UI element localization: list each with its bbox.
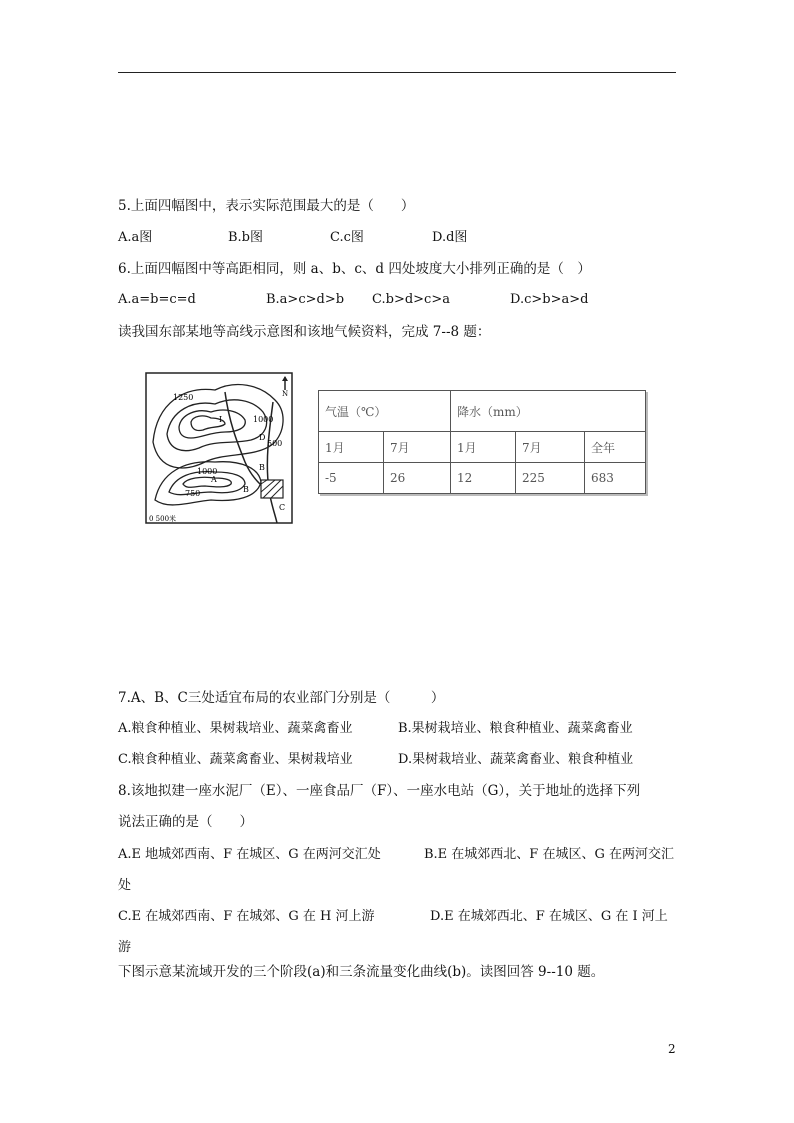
- climate-value-cell: 683: [585, 463, 646, 494]
- climate-value-row: [319, 463, 646, 494]
- north-label: N: [281, 390, 289, 398]
- map-label-b-1: B: [243, 485, 249, 494]
- climate-head-precip: 降水（mm）: [451, 391, 646, 432]
- climate-sub-row: [319, 432, 646, 463]
- q5-option-b: B.b图: [228, 230, 264, 245]
- climate-value-cell: 225: [516, 463, 585, 494]
- q8-option-d-line1: D.E 在城郊西北、F 在城区、G 在 I 河上: [430, 909, 668, 924]
- q8-stem-line1: 8.该地拟建一座水泥厂（E）、一座食品厂（F）、一座水电站（G），关于地址的选择下列: [118, 783, 641, 799]
- climate-sub-cell: 全年: [585, 432, 646, 463]
- q5-option-d: D.d图: [432, 230, 468, 245]
- q7-option-a: A.粮食种植业、果树栽培业、蔬菜禽畜业: [118, 721, 353, 736]
- climate-sub-cell: 1月: [451, 432, 516, 463]
- map-label-b-2: B: [259, 463, 265, 472]
- contour-map: [145, 372, 293, 524]
- q7-stem: 7.A、B、C三处适宜布局的农业部门分别是（ ）: [118, 690, 445, 706]
- intro-7-8: 读我国东部某地等高线示意图和该地气候资料，完成 7--8 题：: [118, 324, 491, 340]
- climate-table: [318, 390, 646, 494]
- q8-option-a: A.E 地城郊西南、F 在城区、G 在两河交汇处: [118, 847, 381, 862]
- map-label-500: 500: [267, 439, 283, 448]
- map-label-d: D: [259, 433, 266, 442]
- map-label-a: A: [211, 475, 217, 484]
- q8-option-d-line2: 游: [118, 940, 132, 955]
- climate-sub-cell: 7月: [516, 432, 585, 463]
- q5-option-c: C.c图: [330, 230, 364, 245]
- q5-option-a: A.a图: [118, 230, 153, 245]
- q6-option-b: B.a>c>d>b: [266, 292, 345, 307]
- map-label-1000-b: 1000: [197, 467, 218, 476]
- climate-sub-cell: 1月: [319, 432, 384, 463]
- q8-option-c: C.E 在城郊西南、F 在城郊、G 在 H 河上游: [118, 909, 375, 924]
- q7-option-c: C.粮食种植业、蔬菜禽畜业、果树栽培业: [118, 752, 353, 767]
- map-label-i: I: [219, 415, 223, 424]
- climate-value-cell: -5: [319, 463, 384, 494]
- map-label-1000-a: 1000: [253, 415, 274, 424]
- map-label-750: 750: [185, 489, 201, 498]
- intro-9-10: 下图示意某流域开发的三个阶段(a)和三条流量变化曲线(b)。读图回答 9--10 题。: [118, 964, 605, 980]
- q8-option-b-line1: B.E 在城郊西北、F 在城区、G 在两河交汇: [424, 847, 674, 862]
- climate-head-temp: 气温（℃）: [319, 391, 451, 432]
- climate-value-cell: 12: [451, 463, 516, 494]
- q6-option-d: D.c>b>a>d: [510, 292, 589, 307]
- q7-option-d: D.果树栽培业、蔬菜禽畜业、粮食种植业: [398, 752, 634, 767]
- climate-value-cell: 26: [384, 463, 451, 494]
- header-rule: [118, 72, 676, 73]
- q7-option-b: B.果树栽培业、粮食种植业、蔬菜禽畜业: [398, 721, 633, 736]
- q6-option-c: C.b>d>c>a: [372, 292, 450, 307]
- map-label-c: C: [279, 503, 286, 512]
- climate-head-row: [319, 391, 646, 432]
- q8-option-b-line2: 处: [118, 878, 132, 893]
- q8-stem-line2: 说法正确的是（ ）: [118, 814, 253, 830]
- map-label-1250: 1250: [173, 393, 194, 402]
- map-scale: 0 500米: [149, 515, 177, 523]
- q6-stem: 6.上面四幅图中等高距相同，则 a、b、c、d 四处坡度大小排列正确的是（ ）: [118, 261, 591, 277]
- page-number: 2: [668, 1042, 676, 1056]
- climate-sub-cell: 7月: [384, 432, 451, 463]
- q6-option-a: A.a=b=c=d: [118, 292, 196, 307]
- q5-stem: 5.上面四幅图中，表示实际范围最大的是（ ）: [118, 198, 415, 214]
